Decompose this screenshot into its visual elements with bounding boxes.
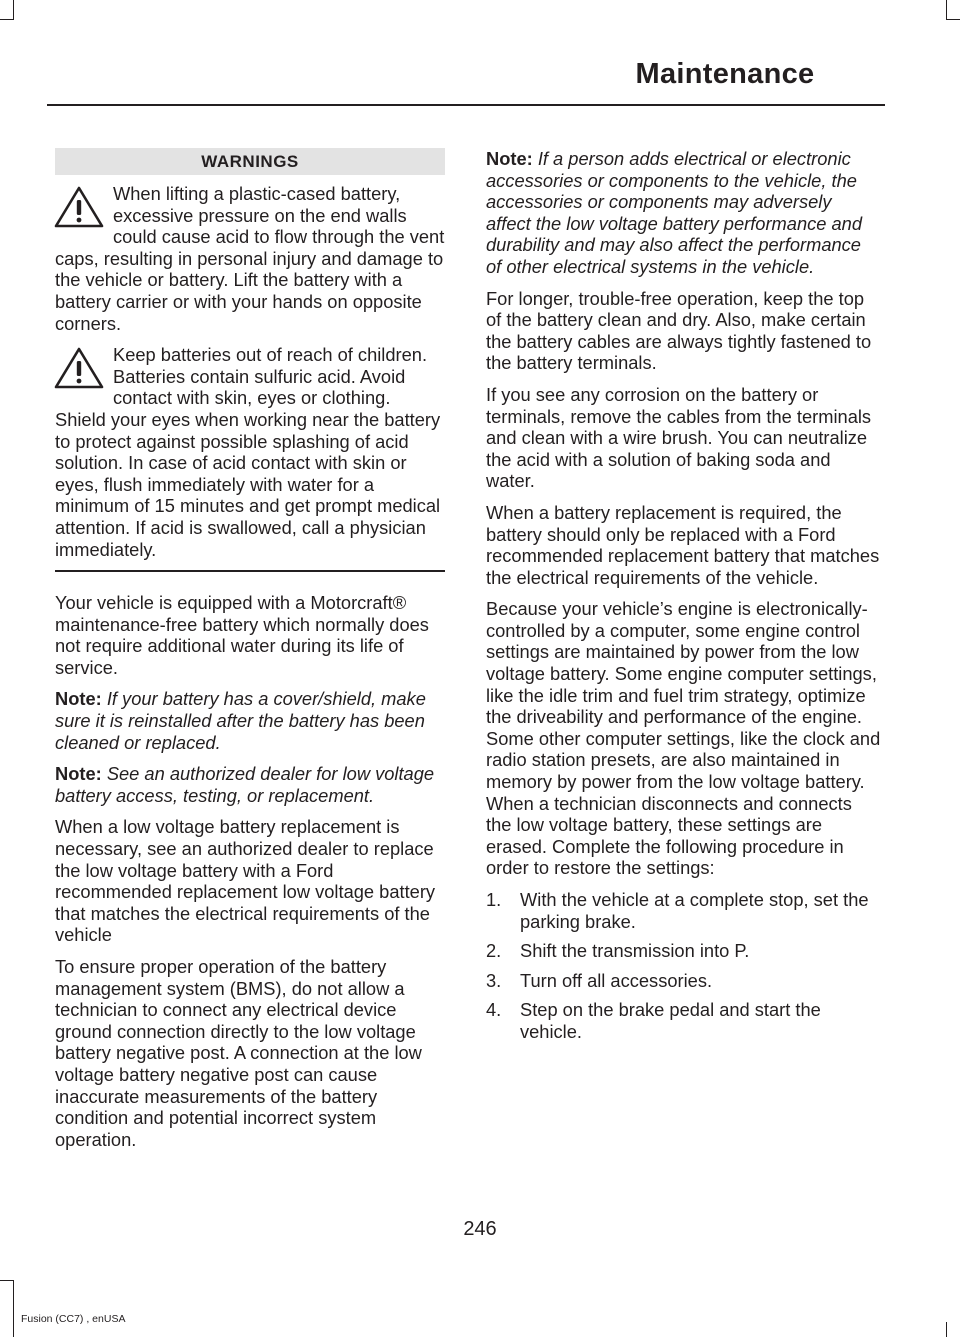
section-title: Maintenance	[635, 58, 815, 90]
step-text: Shift the transmission into P.	[520, 940, 750, 962]
step-number: 2.	[486, 940, 502, 962]
crop-mark-bottom-right-v	[946, 1322, 947, 1337]
note-label: Note:	[55, 688, 102, 710]
page-number: 246	[463, 1218, 497, 1240]
paragraph-corrosion: If you see any corrosion on the battery or terminals, remove the cables from the terminals and clean with a wire brush. You can neutralize the acid with a solution of baking soda and water.	[486, 383, 872, 492]
paragraph-battery-intro: Your vehicle is equipped with a Motorcraft® maintenance-free battery which normally does not require additional water during its life of service.	[55, 592, 429, 678]
paragraph-bms: To ensure proper operation of the battery management system (BMS), do not allow a technician to connect any electrical device ground connection directly to the low voltage battery negative post. A connection at the low voltage battery negative post can cause inaccurate measurements of the battery condition and potential incorrect system operation.	[55, 956, 422, 1150]
note-body: If a person adds electrical or electronic accessories or components to the vehicle, the accessories or components may adversely affect the low voltage battery performance and durability and may also affect the performance of other electrical systems in the vehicle.	[486, 148, 862, 277]
note-body: See an authorized dealer for low voltage battery access, testing, or replacement.	[55, 763, 435, 806]
note-body: If your battery has a cover/shield, make sure it is reinstalled after the battery has been cleaned or replaced.	[55, 688, 426, 753]
list-item	[486, 940, 881, 962]
procedure-steps	[486, 889, 881, 1043]
list-item	[486, 889, 881, 932]
crop-mark-top-left-v	[13, 0, 14, 19]
paragraph-engine-settings: Because your vehicle’s engine is electronically-controlled by a computer, some engine control settings are maintained by power from the low voltage battery. Some engine computer settings, like the idle trim and fuel trim strategy, optimize the driveability and performance of the engine. Some other computer settings, like the clock and radio station presets, are also maintained in memory by power from the low voltage battery. When a technician disconnects and connects the low voltage battery, these settings are erased. Complete the following procedure in order to restore the settings:	[486, 598, 881, 879]
list-item	[486, 999, 881, 1042]
crop-mark-bottom-left-h	[0, 1280, 14, 1281]
crop-mark-top-right-h	[946, 19, 960, 20]
warning-triangle-icon	[53, 346, 105, 390]
crop-mark-top-left-h	[0, 19, 14, 20]
step-number: 3.	[486, 969, 502, 991]
warnings-heading: WARNINGS	[55, 148, 445, 175]
warning-triangle-icon	[53, 185, 105, 229]
note-label: Note:	[55, 763, 102, 785]
warning-text-1: When lifting a plastic-cased battery, excessive pressure on the end walls could cause acid to flow through the vent caps, resulting in personal injury and damage to the vehicle or battery. Lift the battery with a battery carrier or with your hands on opposite corners.	[55, 183, 445, 334]
note-label: Note:	[486, 148, 533, 169]
step-text: Step on the brake pedal and start the vehicle.	[520, 999, 821, 1042]
step-number: 4.	[486, 999, 502, 1021]
note-cover-shield	[55, 688, 445, 753]
left-column	[55, 148, 445, 1160]
list-item	[486, 970, 881, 992]
step-number: 1.	[486, 889, 502, 910]
step-text: With the vehicle at a complete stop, set the parking brake.	[520, 889, 869, 932]
note-dealer	[55, 763, 445, 806]
paragraph-replacement: When a low voltage battery replacement is necessary, see an authorized dealer to replace the low voltage battery with a Ford recommended replacement low voltage battery that matches the electrical requirements of the vehicle	[55, 816, 436, 946]
right-column	[486, 148, 881, 1051]
paragraph-clean-dry: For longer, trouble-free operation, keep the top of the battery clean and dry. Also, make certain the battery cables are always tightly fastened to the battery terminals.	[486, 287, 872, 374]
warning-item-1	[55, 183, 445, 334]
footer-model: Fusion (CC7) , enUSA	[21, 1313, 126, 1325]
warning-text-2: Keep batteries out of reach of children. Batteries contain sulfuric acid. Avoid contact with skin, eyes or clothing. Shield your eyes when working near the battery to protect against possible splashing of acid solution. In case of acid contact with skin or eyes, flush immediately with water for a minimum of 15 minutes and get prompt medical attention. If acid is swallowed, call a physician immediately.	[55, 344, 441, 560]
warning-item-2	[55, 344, 445, 560]
crop-mark-bottom-left-v	[13, 1280, 14, 1337]
note-accessories	[486, 148, 881, 278]
step-text: Turn off all accessories.	[520, 969, 713, 991]
paragraph-battery-replacement: When a battery replacement is required, the battery should only be replaced with a Ford recommended replacement battery that matches the electrical requirements of the vehicle.	[486, 501, 880, 588]
header-rule	[47, 104, 885, 106]
page-header	[0, 58, 932, 91]
crop-mark-top-right-v	[946, 0, 947, 19]
warnings-end-rule	[55, 570, 445, 572]
